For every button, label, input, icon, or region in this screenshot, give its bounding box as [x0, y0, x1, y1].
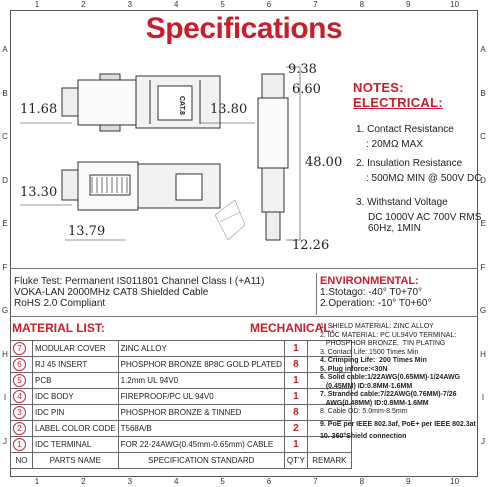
ruler-row-label: F [480, 262, 486, 272]
no-cell [11, 405, 33, 421]
ruler-row-label: G [479, 306, 487, 315]
no-cell [11, 357, 33, 373]
dimension-side-top: 9.38 [288, 62, 317, 77]
spec-cell: FIREPROOF/PC UL 94V0 [118, 389, 284, 405]
qty-cell: 1 [284, 389, 307, 405]
spec-cell: PHOSPHOR BRONZE & TINNED [118, 405, 284, 421]
environmental [320, 276, 480, 309]
qty-cell: 2 [284, 421, 307, 437]
spec-cell: T568A/B [118, 421, 284, 437]
mechanical-item: 6. Solid cable:1/22AWG(0.65MM)-1/24AWG [320, 374, 461, 381]
spec-cell: 1.2mm UL 94V0 [118, 373, 284, 389]
table-row [11, 405, 352, 421]
ruler-col-label: 5 [220, 477, 225, 486]
part-cell: IDC BODY [33, 389, 119, 405]
note-2-head: 2. Insulation Resistance [356, 158, 463, 169]
ruler-row-label: J [3, 436, 7, 446]
mechanical-item: 1. SHIELD MATERIAL: ZINC ALLOY [320, 323, 434, 330]
spec-cell: PHOSPHOR BRONZE 8P8C GOLD PLATED [118, 357, 284, 373]
note-1-head: 1. Contact Resistance [356, 124, 454, 135]
ruler-row-label: E [2, 219, 8, 228]
spec-cell: ZINC ALLOY [118, 341, 284, 357]
mechanical-item: 4. Crimping Life: 200 Times Min [320, 357, 427, 364]
mechanical-item: 5. Plug inforce:<30N [320, 365, 388, 373]
ruler-row-label: G [1, 306, 9, 315]
ruler-row-label: B [2, 88, 8, 98]
ruler-row-label: D [480, 175, 486, 185]
ruler-col-label: 9 [405, 477, 411, 486]
test-line-1: Fluke Test: Permanent IS011801 Channel Class I (+A11) [14, 276, 265, 287]
qty-cell: 1 [284, 373, 307, 389]
spec-cell: FOR 22-24AWG(0.45mm-0.65mm) CABLE [118, 437, 284, 453]
ruler-col-label: 6 [266, 0, 272, 9]
material-table [10, 340, 352, 469]
ruler-col-label: 5 [220, 0, 225, 9]
no-cell [11, 341, 33, 357]
table-row [11, 389, 352, 405]
item-number-circle: 1 [13, 438, 26, 451]
no-cell [11, 437, 33, 453]
test-info [10, 276, 317, 318]
note-3-value2: 60Hz, 1MIN [368, 223, 421, 234]
bottom-ruler [0, 477, 488, 487]
ruler-col-label: 8 [359, 0, 365, 9]
spec-cell: SPECIFICATION STANDARD [118, 453, 284, 469]
ruler-col-label: 3 [127, 0, 133, 9]
dimension-side-length: 48.00 [305, 155, 343, 170]
ruler-col-label: 7 [313, 0, 318, 9]
mechanical-item: 7. Stranded cable:7/22AWG(0.76MM)-7/26 [320, 391, 457, 398]
note-2-value: : 500MΩ MIN @ 500V DC [366, 173, 482, 184]
mechanical-item: 8. Cable OD: 5.0mm-8.5mm [320, 408, 408, 415]
dimension-width-top: 11.68 [20, 102, 58, 117]
ruler-row-label: F [2, 262, 8, 272]
ruler-row-label: H [480, 349, 486, 359]
item-number-circle: 2 [13, 422, 26, 435]
mechanical-item: 2. IDC MATERIAL: PC UL94V0 TERMINAL: [320, 331, 457, 339]
part-cell: LABEL COLOR CODE [33, 421, 119, 437]
item-number-circle: 5 [13, 374, 26, 387]
ruler-row-label: C [480, 132, 486, 141]
ruler-row-label: A [480, 45, 486, 54]
ruler-col-label: 4 [173, 0, 179, 9]
ruler-col-label: 9 [405, 0, 411, 9]
note-3-head: 3. Withstand Voltage [356, 197, 448, 208]
test-line-3: RoHS 2.0 Compliant [14, 298, 106, 309]
note-1 [356, 124, 454, 150]
ruler-col-label: 4 [173, 477, 179, 486]
ruler-col-label: 2 [81, 477, 86, 486]
dimension-height-top: 13.80 [210, 102, 248, 117]
ruler-col-label: 1 [34, 477, 40, 486]
ruler-col-label: 2 [81, 0, 86, 9]
ruler-row-label: I [3, 393, 7, 402]
ruler-col-label: 6 [266, 477, 272, 486]
mechanical-title: MECHANICAL: [250, 321, 335, 335]
mechanical-item: 10. 360°Shield connection [320, 433, 407, 440]
ruler-row-label: A [2, 45, 8, 54]
part-cell: RJ 45 INSERT [33, 357, 119, 373]
ruler-row-label: E [480, 219, 486, 228]
mechanical-list [320, 323, 476, 442]
notes-heading: NOTES: [353, 80, 404, 95]
table-row [11, 341, 352, 357]
dimension-side-bottom: 12.26 [292, 238, 330, 253]
part-cell: MODULAR COVER [33, 341, 119, 357]
qty-cell: 1 [284, 437, 307, 453]
ruler-col-label: 1 [34, 0, 40, 9]
mechanical-item: 3. Contact Life: 1500 Times Min [320, 348, 419, 356]
electrical-heading: ELECTRICAL: [353, 95, 443, 110]
part-cell: IDC TERMINAL [33, 437, 119, 453]
part-cell: PCB [33, 373, 119, 389]
material-title: MATERIAL LIST: [12, 321, 105, 335]
no-cell [11, 389, 33, 405]
dimension-length-bottom: 13.79 [68, 224, 106, 239]
mechanical-item: 9. PoE per IEEE 802.3af, PoE+ per IEEE 802.3at [320, 420, 476, 428]
ruler-row-label: J [481, 436, 485, 446]
table-header [11, 453, 352, 469]
part-cell: PARTS NAME [33, 453, 119, 469]
remark-cell: REMARK [307, 453, 351, 469]
ruler-col-label: 10 [450, 477, 460, 486]
environmental-line-1: 1.Stotago: -40° T0+70° [320, 287, 423, 298]
ruler-row-label: B [480, 88, 486, 98]
divider [316, 273, 317, 315]
item-number-circle: 4 [13, 390, 26, 403]
dimension-width-bottom: 13.30 [20, 185, 58, 200]
item-number-circle: 7 [13, 342, 26, 355]
qty-cell: QT'Y [284, 453, 307, 469]
plug-label: CAT.8 [178, 95, 185, 115]
table-row [11, 421, 352, 437]
table-row [11, 437, 352, 453]
qty-cell: 8 [284, 405, 307, 421]
ruler-col-label: 3 [127, 477, 133, 486]
environmental-title: ENVIRONMENTAL: [320, 275, 419, 287]
note-1-value: : 20MΩ MAX [366, 139, 423, 150]
dimension-side-mid: 6.60 [292, 82, 321, 97]
environmental-line-2: 2.Operation: -10° T0+60° [320, 298, 432, 309]
ruler-col-label: 10 [450, 0, 460, 9]
ruler-row-label: I [481, 393, 485, 402]
ruler-row-label: H [2, 349, 8, 359]
part-cell: IDC PIN [33, 405, 119, 421]
no-cell [11, 373, 33, 389]
note-2 [356, 158, 481, 184]
page-title: Specifications [145, 12, 343, 45]
mechanical-item: AWG(0.48MM) ID:0.8MM-1.6MM [320, 399, 429, 407]
no-cell [11, 421, 33, 437]
note-3-value: DC 1000V AC 700V RMS [368, 212, 482, 223]
mechanical-item: (0.45MM) ID:0.8MM-1.6MM [320, 382, 413, 390]
table-row [11, 373, 352, 389]
ruler-col-label: 8 [359, 477, 365, 486]
item-number-circle: 3 [13, 406, 26, 419]
ruler-row-label: D [2, 175, 8, 185]
notes-title [353, 80, 443, 110]
mechanical-item: PHOSPHOR BRONZE, TIN PLATING [320, 340, 446, 347]
divider [10, 316, 478, 317]
qty-cell: 1 [284, 341, 307, 357]
ruler-col-label: 7 [313, 477, 318, 486]
test-line-2: VOKA-LAN 2000MHz CAT8 Shielded Cable [14, 287, 209, 298]
item-number-circle: 6 [13, 358, 26, 371]
no-cell: NO [11, 453, 33, 469]
table-row [11, 357, 352, 373]
note-3 [356, 197, 481, 234]
ruler-row-label: C [2, 132, 8, 141]
qty-cell: 8 [284, 357, 307, 373]
